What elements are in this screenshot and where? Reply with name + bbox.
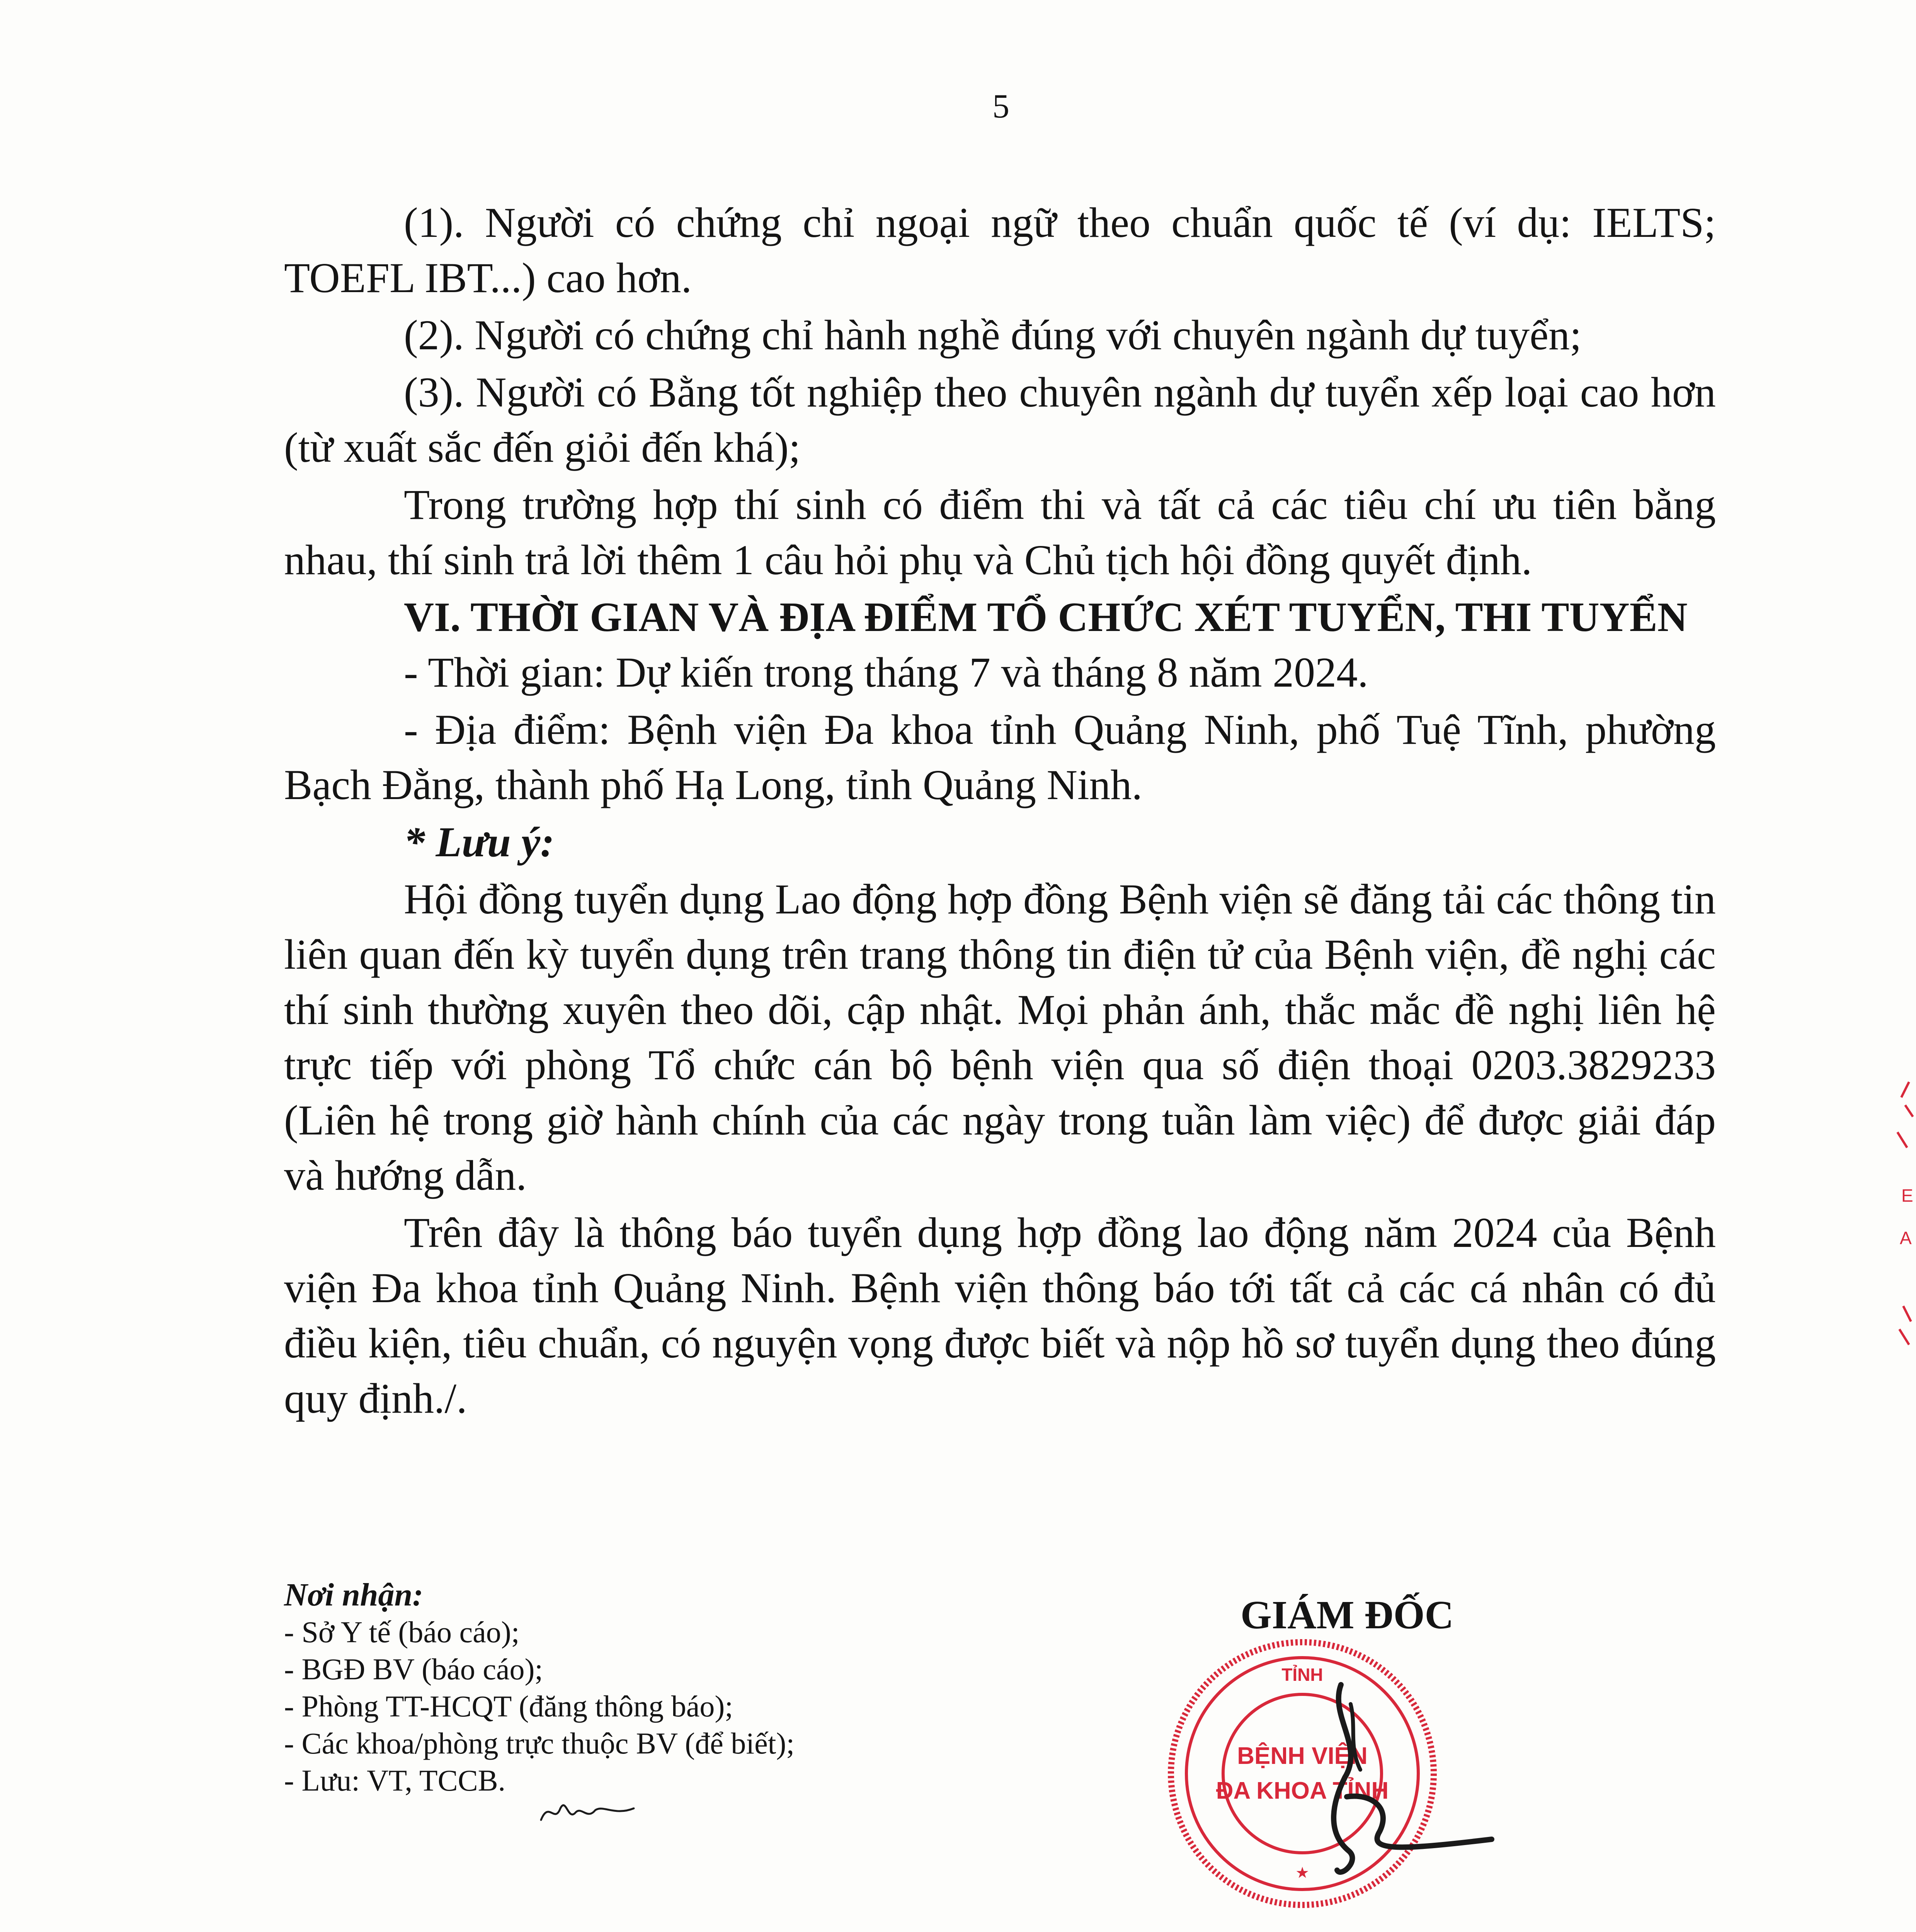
- criterion-1: (1). Người có chứng chỉ ngoại ngữ theo chuẩn quốc tế (ví dụ: IELTS; TOEFL IBT...) cao hơn.: [284, 199, 1716, 301]
- handwritten-initials: [537, 1793, 638, 1828]
- section-heading: VI. THỜI GIAN VÀ ĐỊA ĐIỂM TỔ CHỨC XÉT TUYỂN, THI TUYỂN: [404, 594, 1688, 640]
- signature-block: [1121, 1592, 1584, 1932]
- seal-top-text: TỈNH: [1281, 1665, 1323, 1685]
- recipient-item: - Các khoa/phòng trực thuộc BV (để biết);: [284, 1726, 795, 1760]
- seal-line-2: ĐA KHOA TỈNH: [1216, 1777, 1389, 1804]
- recipients-block: [284, 1577, 1057, 1799]
- tie-break-paragraph: Trong trường hợp thí sinh có điểm thi và tất cả các tiêu chí ưu tiên bằng nhau, thí sinh trả lời thêm 1 câu hỏi phụ và Chủ tịch hội đồng quyết định.: [284, 481, 1716, 583]
- closing-paragraph: Trên đây là thông báo tuyển dụng hợp đồng lao động năm 2024 của Bệnh viện Đa khoa tỉnh Quảng Ninh. Bệnh viện thông báo tới tất cả các cá nhân có đủ điều kiện, tiêu chuẩn, có nguyện vọng được biết và nộp hồ sơ tuyển dụng theo đúng quy định./.: [284, 1209, 1716, 1422]
- recipient-item: - BGĐ BV (báo cáo);: [284, 1652, 543, 1686]
- criterion-2: (2). Người có chứng chỉ hành nghề đúng với chuyên ngành dự tuyển;: [404, 311, 1582, 359]
- time-line: - Thời gian: Dự kiến trong tháng 7 và tháng 8 năm 2024.: [404, 649, 1368, 696]
- document-body: [284, 195, 1716, 1426]
- signer-title: GIÁM ĐỐC: [1240, 1593, 1454, 1637]
- page-number: 5: [992, 88, 1009, 125]
- recipients-title: Nơi nhận:: [284, 1577, 424, 1613]
- recipient-item: - Lưu: VT, TCCB.: [284, 1764, 506, 1797]
- recipient-item: - Sở Y tế (báo cáo);: [284, 1615, 520, 1649]
- recipient-item: - Phòng TT-HCQT (đăng thông báo);: [284, 1689, 733, 1723]
- criterion-3: (3). Người có Bằng tốt nghiệp theo chuyên ngành dự tuyển xếp loại cao hơn (từ xuất sắc đến giỏi đến khá);: [284, 369, 1716, 471]
- note-label: * Lưu ý:: [404, 818, 555, 866]
- seal-line-1: BỆNH VIỆN: [1237, 1743, 1368, 1769]
- svg-text:E: E: [1901, 1185, 1913, 1206]
- place-line: - Địa điểm: Bệnh viện Đa khoa tỉnh Quảng Ninh, phố Tuệ Tĩnh, phường Bạch Đằng, thành phố Hạ Long, tỉnh Quảng Ninh.: [284, 706, 1716, 808]
- svg-text:A: A: [1900, 1228, 1912, 1248]
- edge-seal-fragment: [1886, 1074, 1916, 1364]
- director-signature: [1283, 1669, 1515, 1901]
- recipients-list: [284, 1614, 1057, 1799]
- svg-text:★: ★: [1295, 1864, 1309, 1881]
- note-paragraph: Hội đồng tuyển dụng Lao động hợp đồng Bệnh viện sẽ đăng tải các thông tin liên quan đến kỳ tuyển dụng trên trang thông tin điện tử của Bệnh viện, đề nghị các thí sinh thường xuyên theo dõi, cập nhật. Mọi phản ánh, thắc mắc đề nghị liên hệ trực tiếp với phòng Tổ chức cán bộ bệnh viện qua số điện thoại 0203.3829233 (Liên hệ trong giờ hành chính của các ngày trong tuần làm việc) để được giải đáp và hướng dẫn.: [284, 876, 1716, 1199]
